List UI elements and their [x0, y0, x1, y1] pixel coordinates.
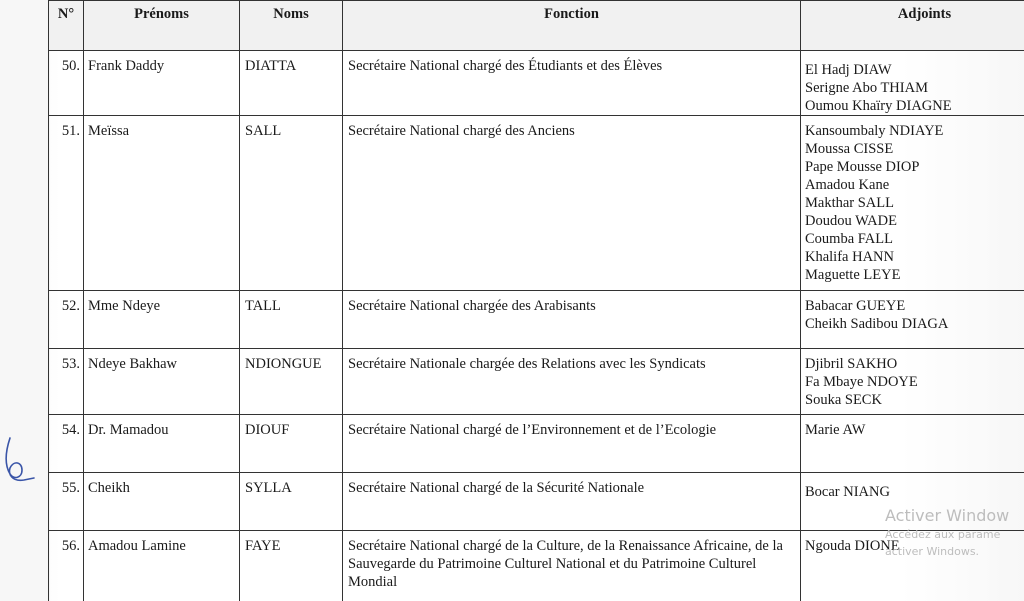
adjoint-name: Oumou Khaïry DIAGNE: [805, 98, 952, 114]
row-adjoints: [801, 51, 1024, 116]
table-row: [49, 473, 1024, 531]
table-header-row: [49, 1, 1024, 51]
row-prenom: Dr. Mamadou: [84, 415, 240, 473]
row-fonction: Secrétaire National chargée des Arabisants: [343, 291, 801, 349]
row-fonction: Secrétaire National chargé de l’Environnement et de l’Ecologie: [343, 415, 801, 473]
adjoint-name: Ngouda DIONE: [805, 538, 900, 554]
row-number: 54.: [49, 415, 84, 473]
row-nom: NDIONGUE: [240, 349, 343, 415]
adjoint-name: Fa Mbaye NDOYE: [805, 374, 918, 390]
row-fonction: Secrétaire National chargé de la Sécurité Nationale: [343, 473, 801, 531]
adjoint-name: Marie AW: [805, 422, 866, 438]
watermark-line: Accédez aux parame: [885, 528, 1001, 541]
row-adjoints: [801, 116, 1024, 291]
adjoint-name: El Hadj DIAW: [805, 62, 892, 78]
adjoint-name: Amadou Kane: [805, 177, 890, 193]
row-adjoints: [801, 531, 1024, 601]
table-row: [49, 349, 1024, 415]
row-prenom: Amadou Lamine: [84, 531, 240, 601]
adjoint-name: Souka SECK: [805, 392, 882, 408]
page-margin: [0, 0, 50, 601]
handwritten-mark-icon: [0, 430, 40, 490]
table-row: [49, 415, 1024, 473]
row-number: 55.: [49, 473, 84, 531]
row-adjoints: [801, 291, 1024, 349]
row-nom: SYLLA: [240, 473, 343, 531]
row-nom: TALL: [240, 291, 343, 349]
adjoint-name: Djibril SAKHO: [805, 356, 898, 372]
row-adjoints: [801, 415, 1024, 473]
header-fonction: Fonction: [343, 1, 801, 51]
row-nom: DIOUF: [240, 415, 343, 473]
row-fonction: Secrétaire National chargé des Anciens: [343, 116, 801, 291]
adjoint-name: Kansoumbaly NDIAYE: [805, 123, 944, 139]
adjoint-name: Makthar SALL: [805, 195, 894, 211]
table-row: [49, 51, 1024, 116]
adjoint-name: Bocar NIANG: [805, 484, 890, 500]
watermark-title: Activer Window: [885, 506, 1010, 525]
header-prenoms: Prénoms: [84, 1, 240, 51]
row-number: 56.: [49, 531, 84, 601]
row-prenom: Meïssa: [84, 116, 240, 291]
adjoint-name: Pape Mousse DIOP: [805, 159, 920, 175]
table-row: [49, 531, 1024, 601]
watermark-line: activer Windows.: [885, 545, 980, 558]
row-fonction: Secrétaire National chargé de la Culture, de la Renaissance Africaine, de la Sauvegarde du Patrimoine Culturel National et du Patrimoine Culturel Mondial: [343, 531, 801, 601]
row-prenom: Frank Daddy: [84, 51, 240, 116]
adjoint-name: Serigne Abo THIAM: [805, 80, 928, 96]
row-prenom: Cheikh: [84, 473, 240, 531]
adjoint-name: Doudou WADE: [805, 213, 897, 229]
adjoint-name: Khalifa HANN: [805, 249, 894, 265]
header-num: N°: [49, 1, 84, 51]
row-number: 52.: [49, 291, 84, 349]
adjoint-name: Maguette LEYE: [805, 267, 901, 283]
row-number: 51.: [49, 116, 84, 291]
header-noms: Noms: [240, 1, 343, 51]
row-prenom: Ndeye Bakhaw: [84, 349, 240, 415]
row-nom: FAYE: [240, 531, 343, 601]
table-row: [49, 291, 1024, 349]
row-adjoints: [801, 473, 1024, 531]
header-adjoints: Adjoints: [801, 1, 1024, 51]
adjoint-name: Coumba FALL: [805, 231, 893, 247]
row-fonction: Secrétaire Nationale chargée des Relations avec les Syndicats: [343, 349, 801, 415]
adjoint-name: Moussa CISSE: [805, 141, 894, 157]
adjoint-name: Cheikh Sadibou DIAGA: [805, 316, 949, 332]
row-nom: DIATTA: [240, 51, 343, 116]
row-number: 50.: [49, 51, 84, 116]
row-adjoints: [801, 349, 1024, 415]
members-table: [48, 0, 1024, 601]
row-fonction: Secrétaire National chargé des Étudiants et des Élèves: [343, 51, 801, 116]
row-nom: SALL: [240, 116, 343, 291]
adjoint-name: Babacar GUEYE: [805, 298, 906, 314]
row-prenom: Mme Ndeye: [84, 291, 240, 349]
row-number: 53.: [49, 349, 84, 415]
table-row: [49, 116, 1024, 291]
